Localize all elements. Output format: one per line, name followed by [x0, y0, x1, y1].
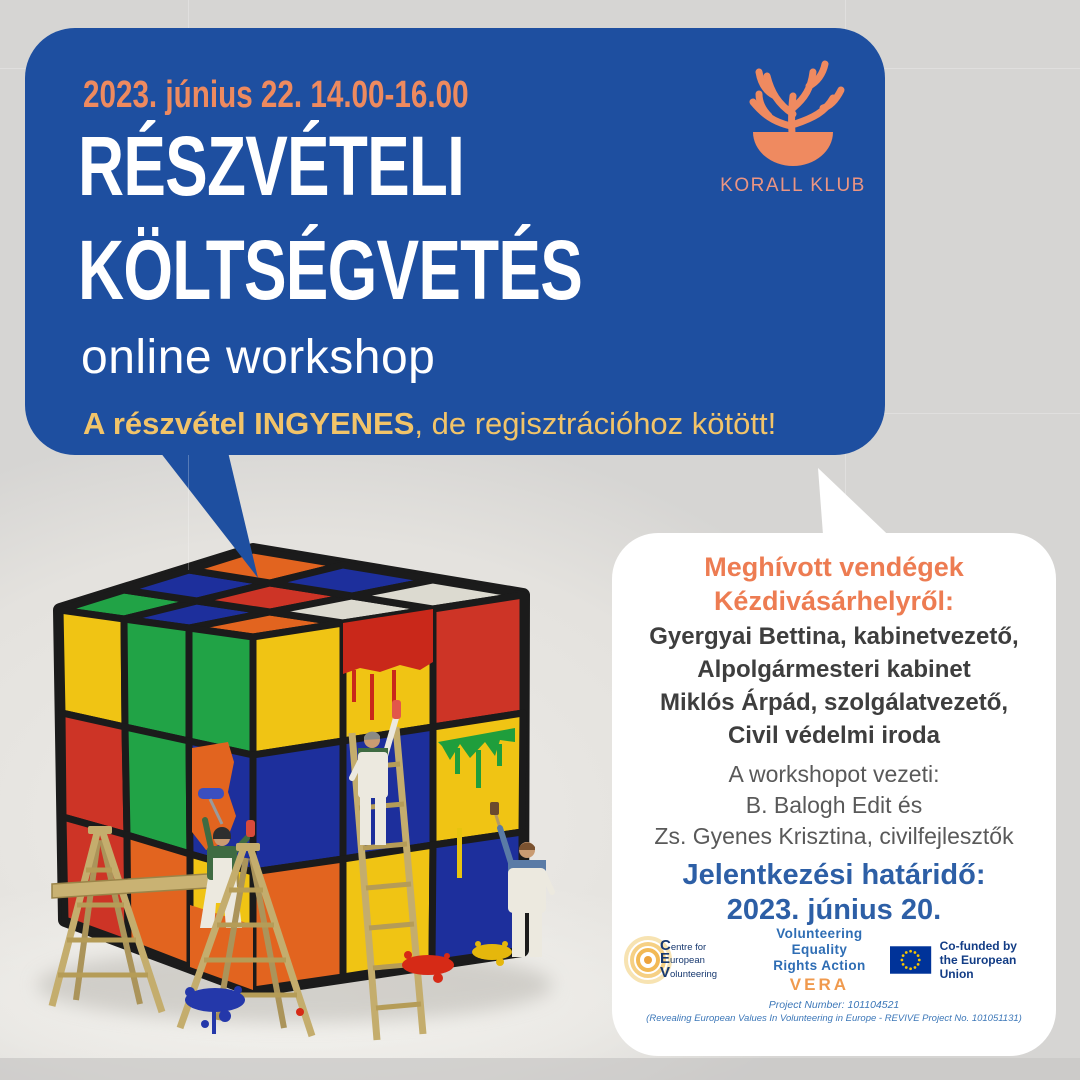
leader-line: Zs. Gyenes Krisztina, civilfejlesztők	[654, 823, 1014, 849]
guest-line: Miklós Árpád, szolgálatvezető,	[659, 689, 1009, 716]
partner-logos-row	[624, 925, 1044, 994]
cev-rest: uropean	[670, 955, 705, 967]
registration-note-rest: , de regisztrációhoz kötött!	[414, 406, 777, 441]
event-title-line-2: KÖLTSÉGVETÉS	[78, 223, 583, 317]
leader-line: B. Balogh Edit és	[745, 792, 923, 818]
deadline-label: Jelentkezési határidő:	[682, 859, 986, 891]
eu-flag-icon	[890, 945, 931, 975]
event-date: 2023. június 22. 14.00-16.00	[83, 74, 469, 116]
cev-logo	[624, 934, 748, 986]
cev-rest: entre for	[670, 941, 707, 953]
vera-line-1: Volunteering Equality	[776, 925, 863, 957]
deadline-date: 2023. június 20.	[726, 894, 942, 926]
eu-cofunded-logo	[890, 939, 1044, 981]
vera-acronym: VERA	[789, 974, 850, 994]
coral-icon	[723, 56, 863, 168]
vera-line-2: Rights Action	[773, 957, 866, 973]
project-number: Project Number: 101104521	[768, 999, 900, 1011]
cev-initial: V	[660, 963, 671, 981]
cev-initial: E	[660, 950, 671, 968]
cev-line-3	[660, 963, 718, 981]
cev-initial: C	[660, 936, 671, 954]
guest-line: Civil védelmi iroda	[727, 722, 941, 749]
info-bubble	[612, 533, 1056, 1056]
guests-heading-line-1: Meghívott vendégek	[704, 552, 964, 582]
event-banner	[25, 28, 885, 455]
event-subtitle: online workshop	[81, 331, 436, 384]
guest-line: Gyergyai Bettina, kabinetvezető,	[649, 623, 1019, 650]
guests-heading-line-2: Kézdivásárhelyről:	[713, 586, 955, 616]
eu-cofunded-line-1: Co-funded by	[939, 939, 1017, 953]
leaders-intro: A workshopot vezeti:	[728, 761, 940, 787]
event-title-line-1: RÉSZVÉTELI	[78, 119, 465, 213]
korall-klub-logo	[703, 56, 883, 197]
vera-logo	[748, 926, 890, 995]
korall-klub-label: KORALL KLUB	[720, 175, 866, 196]
registration-note-bold: A részvétel INGYENES	[83, 406, 415, 441]
cev-rest: olunteering	[670, 968, 718, 980]
eu-cofunded-line-2: the European Union	[939, 953, 1017, 981]
project-description: (Revealing European Values In Volunteering in Europe - REVIVE Project No. 101051131)	[646, 1013, 1022, 1024]
registration-note	[83, 406, 776, 442]
guest-line: Alpolgármesteri kabinet	[697, 656, 971, 683]
